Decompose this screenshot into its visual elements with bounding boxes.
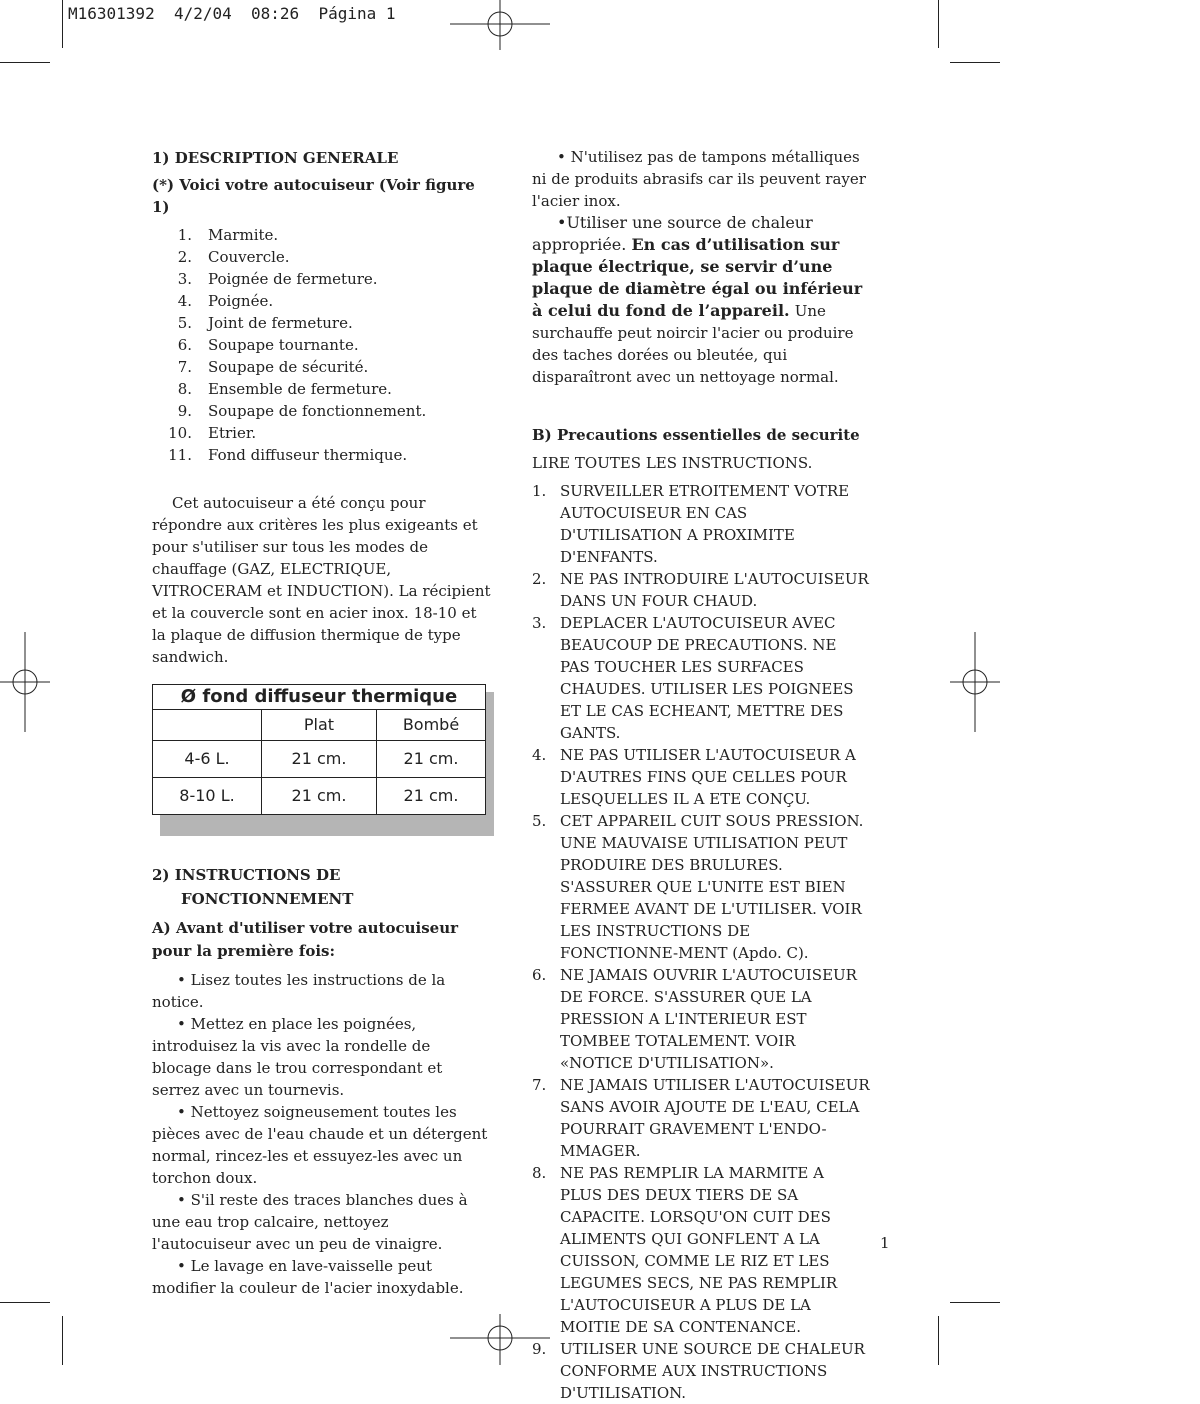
- list-item: [532, 810, 870, 964]
- crop-mark-top-left-v: [62, 0, 63, 48]
- diffuser-table: [152, 684, 486, 815]
- crop-mark-top-right-h: [950, 62, 1000, 63]
- section1-title: 1) DESCRIPTION GENERALE: [152, 149, 399, 167]
- list-item-number: 4.: [532, 746, 547, 764]
- table-cell-bombe: 21 cm.: [377, 741, 486, 778]
- table-title: Ø fond diffuseur thermique: [153, 685, 486, 710]
- heat-source-start: •Utiliser une source de chaleur appropriée.: [532, 213, 813, 254]
- table-header-bombe: Bombé: [377, 710, 486, 741]
- bullet-paragraph: • Mettez en place les poignées, introduisez la vis avec la rondelle de blocage dans le trou correspondant et serrez avec un tournevis.: [152, 1015, 443, 1099]
- read-all-instructions: LIRE TOUTES LES INSTRUCTIONS.: [532, 454, 813, 472]
- left-column: [152, 146, 492, 1299]
- table-header-plat: Plat: [262, 710, 377, 741]
- registration-mark-top-icon: [450, 0, 550, 50]
- list-item-number: 5.: [532, 812, 547, 830]
- list-item: [152, 400, 492, 422]
- list-item-number: 5.: [177, 314, 192, 332]
- list-item-text: DEPLACER L'AUTOCUISEUR AVEC BEAUCOUP DE PRECAUTIONS. NE PAS TOUCHER LES SURFACES CHAUDES. UTILISER LES POIGNEES ET LE CAS ECHEANT, METTRE DES GANTS.: [560, 614, 854, 742]
- table-cell-plat: 21 cm.: [262, 778, 377, 815]
- list-item-number: 3.: [532, 614, 547, 632]
- list-item-number: 6.: [532, 966, 547, 984]
- list-item: [532, 964, 870, 1074]
- right-column: [532, 146, 870, 1404]
- list-item: [532, 1162, 870, 1338]
- precautions-list: [532, 480, 870, 1404]
- page-number: 1: [880, 1234, 890, 1252]
- crop-mark-bottom-right-h: [950, 1302, 1000, 1303]
- list-item-text: NE JAMAIS OUVRIR L'AUTOCUISEUR DE FORCE. S'ASSURER QUE LA PRESSION A L'INTERIEUR EST TOMBEE TOTALEMENT. VOIR «NOTICE D'UTILISATION».: [560, 966, 857, 1072]
- heat-source-bold: En cas d’utilisation sur plaque électrique, se servir d’une plaque de diamètre égal ou inférieur à celui du fond de l’appareil.: [532, 235, 863, 320]
- list-item: [152, 224, 492, 246]
- list-item: [152, 268, 492, 290]
- crop-mark-bottom-left-v: [62, 1316, 63, 1365]
- list-item-label: Soupape tournante.: [208, 336, 359, 354]
- table-cell-size: 8-10 L.: [153, 778, 262, 815]
- table-row: [153, 741, 486, 778]
- list-item-number: 6.: [177, 336, 192, 354]
- list-item-label: Marmite.: [208, 226, 279, 244]
- list-item-number: 2.: [532, 570, 547, 588]
- list-item: [532, 480, 870, 568]
- crop-mark-top-left-h: [0, 62, 50, 63]
- diffuser-table-grid: [152, 684, 486, 815]
- list-item: [152, 356, 492, 378]
- list-item: [152, 444, 492, 466]
- list-item-label: Couvercle.: [208, 248, 290, 266]
- list-item: [532, 1074, 870, 1162]
- list-item-label: Poignée.: [208, 292, 274, 310]
- list-item-number: 4.: [177, 292, 192, 310]
- bullet-paragraph: • S'il reste des traces blanches dues à une eau trop calcaire, nettoyez l'autocuiseur avec un peu de vinaigre.: [152, 1191, 468, 1253]
- list-item-label: Etrier.: [208, 424, 257, 442]
- list-item: [152, 312, 492, 334]
- list-item-text: NE JAMAIS UTILISER L'AUTOCUISEUR SANS AVOIR AJOUTE DE L'EAU, CELA POURRAIT GRAVEMENT L'ENDO-MMAGER.: [560, 1076, 870, 1160]
- parts-list: [152, 224, 492, 466]
- table-cell-plat: 21 cm.: [262, 741, 377, 778]
- list-item-text: NE PAS REMPLIR LA MARMITE A PLUS DES DEUX TIERS DE SA CAPACITE. LORSQU'ON CUIT DES ALIMENTS QUI GONFLENT A LA CUISSON, COMME LE RIZ ET LES LEGUMES SECS, NE PAS REMPLIR L'AUTOCUISEUR A PLUS DE LA MOITIE DE SA CONTENANCE.: [560, 1164, 838, 1336]
- table-row: [153, 778, 486, 815]
- list-item-label: Soupape de sécurité.: [208, 358, 369, 376]
- bullet-paragraph: • Nettoyez soigneusement toutes les pièces avec de l'eau chaude et un détergent normal, rincez-les et essuyez-les avec un torchon doux.: [152, 1103, 488, 1187]
- list-item-number: 3.: [177, 270, 192, 288]
- list-item: [152, 246, 492, 268]
- crop-mark-bottom-left-h: [0, 1302, 50, 1303]
- list-item: [532, 744, 870, 810]
- list-item-label: Ensemble de fermeture.: [208, 380, 392, 398]
- crop-mark-top-right-v: [938, 0, 939, 48]
- list-item-number: 8.: [532, 1164, 547, 1182]
- table-cell-bombe: 21 cm.: [377, 778, 486, 815]
- list-item-number: 9.: [532, 1340, 547, 1358]
- section2-title-line2: FONCTIONNEMENT: [181, 890, 354, 908]
- list-item-label: Poignée de fermeture.: [208, 270, 378, 288]
- list-item-text: SURVEILLER ETROITEMENT VOTRE AUTOCUISEUR EN CAS D'UTILISATION A PROXIMITE D'ENFANTS.: [560, 482, 850, 566]
- section2-title-line1: 2) INSTRUCTIONS DE: [152, 866, 341, 884]
- list-item-number: 9.: [177, 402, 192, 420]
- list-item-number: 7.: [532, 1076, 547, 1094]
- list-item-number: 1.: [532, 482, 547, 500]
- intro-paragraph: Cet autocuiseur a été conçu pour répondre aux critères les plus exigeants et pour s'utiliser sur tous les modes de chauffage (GAZ, ELECTRIQUE, VITROCERAM et INDUCTION). La récipient et la couvercle sont en acier inox. 18-10 et la plaque de diffusion thermique de type sandwich.: [152, 494, 491, 666]
- prep-bullets: [152, 969, 492, 1299]
- list-item: [152, 422, 492, 444]
- list-item: [152, 290, 492, 312]
- list-item-label: Fond diffuseur thermique.: [208, 446, 408, 464]
- subsection-a-title: A) Avant d'utiliser votre autocuiseur pour la première fois:: [152, 919, 459, 960]
- print-slug: M16301392 4/2/04 08:26 Página 1: [68, 4, 396, 23]
- section1-subtitle: (*) Voici votre autocuiseur (Voir figure 1): [152, 176, 475, 216]
- bullet-paragraph: • Le lavage en lave-vaisselle peut modifier la couleur de l'acier inoxydable.: [152, 1257, 464, 1297]
- subsection-b-title: B) Precautions essentielles de securite: [532, 426, 860, 444]
- table-cell-size: 4-6 L.: [153, 741, 262, 778]
- table-header-empty: [153, 710, 262, 741]
- list-item-number: 7.: [177, 358, 192, 376]
- heat-source-note: [532, 212, 870, 388]
- list-item-label: Joint de fermeture.: [208, 314, 353, 332]
- list-item: [532, 1338, 870, 1404]
- registration-mark-right-icon: [950, 632, 1000, 732]
- section2-title: [152, 863, 492, 911]
- list-item-text: CET APPAREIL CUIT SOUS PRESSION. UNE MAUVAISE UTILISATION PEUT PRODUIRE DES BRULURES. S'ASSURER QUE L'UNITE EST BIEN FERMEE AVANT DE L'UTILISER. VOIR LES INSTRUCTIONS DE FONCTIONNE-MENT (Apdo. C).: [560, 812, 864, 962]
- list-item-number: 2.: [177, 248, 192, 266]
- list-item-text: NE PAS INTRODUIRE L'AUTOCUISEUR DANS UN FOUR CHAUD.: [560, 570, 869, 610]
- crop-mark-bottom-right-v: [938, 1316, 939, 1365]
- list-item: [532, 612, 870, 744]
- list-item-number: 8.: [177, 380, 192, 398]
- heat-source-end: Une surchauffe peut noircir l'acier ou produire des taches dorées ou bleutée, qui disparaîtront avec un nettoyage normal.: [532, 302, 854, 386]
- list-item-number: 1.: [177, 226, 192, 244]
- no-abrasive-note: • N'utilisez pas de tampons métalliques ni de produits abrasifs car ils peuvent rayer l'acier inox.: [532, 148, 866, 210]
- list-item-label: Soupape de fonctionnement.: [208, 402, 427, 420]
- list-item-number: 10.: [168, 424, 192, 442]
- list-item-text: UTILISER UNE SOURCE DE CHALEUR CONFORME AUX INSTRUCTIONS D'UTILISATION.: [560, 1340, 865, 1402]
- list-item: [532, 568, 870, 612]
- registration-mark-left-icon: [0, 632, 50, 732]
- list-item-text: NE PAS UTILISER L'AUTOCUISEUR A D'AUTRES FINS QUE CELLES POUR LESQUELLES IL A ETE CONÇU.: [560, 746, 856, 808]
- list-item-number: 11.: [168, 446, 192, 464]
- bullet-paragraph: • Lisez toutes les instructions de la notice.: [152, 971, 446, 1011]
- list-item: [152, 334, 492, 356]
- list-item: [152, 378, 492, 400]
